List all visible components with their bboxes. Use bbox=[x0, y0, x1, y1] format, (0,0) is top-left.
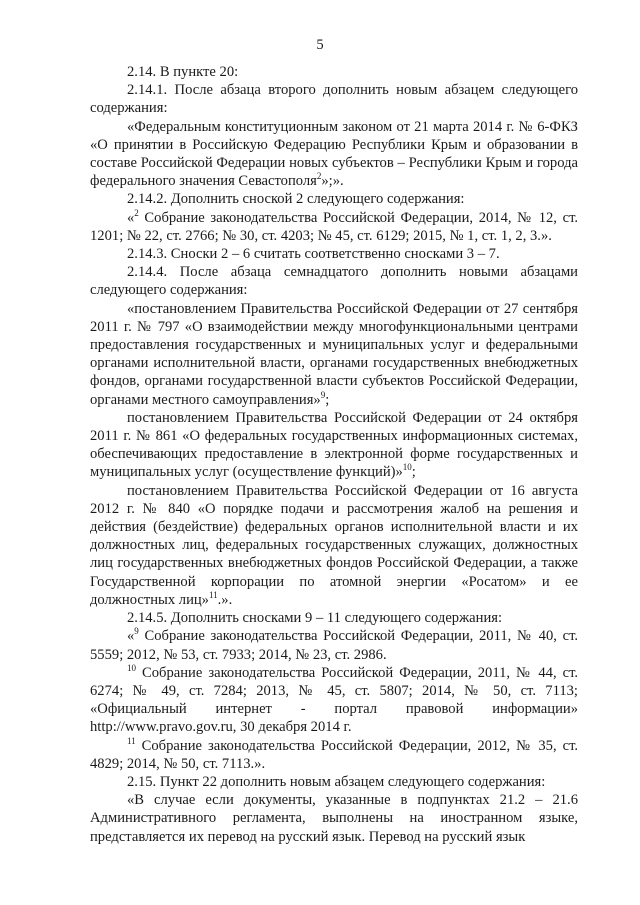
paragraph-text: 2.14.5. Дополнить сносками 9 – 11 следующего содержания: bbox=[127, 610, 503, 627]
paragraph-p12 bbox=[90, 627, 578, 663]
paragraph-p5 bbox=[90, 209, 578, 245]
paragraph-text: Собрание законодательства Российской Федерации, 2012, № 35, ст. 4829; 2014, № 50, ст. 7113.». bbox=[90, 737, 578, 772]
footnote-reference: 10 bbox=[402, 462, 412, 473]
document-body bbox=[90, 63, 578, 846]
paragraph-p9 bbox=[90, 409, 578, 482]
footnote-mark: 10 bbox=[127, 662, 136, 673]
paragraph-tail: ; bbox=[325, 391, 330, 408]
paragraph-p1 bbox=[90, 63, 578, 81]
paragraph-tail: .». bbox=[217, 591, 233, 608]
paragraph-text: Собрание законодательства Российской Федерации, 2014, № 12, ст. 1201; № 22, ст. 2766; № 30, ст. 4203; № 45, ст. 6129; 2015, № 1, ст. 1, 2, 3.». bbox=[90, 209, 578, 244]
footnote-reference: 2 bbox=[316, 171, 322, 182]
paragraph-p15 bbox=[90, 773, 578, 791]
paragraph-p8 bbox=[90, 300, 578, 409]
footnote-mark: 2 bbox=[134, 207, 139, 218]
footnote-reference: 11 bbox=[208, 590, 218, 601]
paragraph-p2 bbox=[90, 81, 578, 117]
paragraph-text: постановлением Правительства Российской Федерации от 16 августа 2012 г. № 840 «О порядке подачи и рассмотрения жалоб на решения и действия (бездействие) федеральных органов исполнительной власти и их должностных лиц, федеральных государственных служащих, должностных лиц государственных внебюджетных фондов Российской Федерации, а также Государственной корпорации по атомной энергии «Росатом» и ее должностных лиц» bbox=[90, 482, 578, 608]
paragraph-text: 2.14.1. После абзаца второго дополнить новым абзацем следующего содержания: bbox=[90, 82, 578, 117]
paragraph-p3 bbox=[90, 118, 578, 191]
paragraph-text: 2.15. Пункт 22 дополнить новым абзацем следующего содержания: bbox=[127, 773, 546, 790]
quote-open: « bbox=[127, 209, 135, 226]
paragraph-text: 2.14.3. Сноски 2 – 6 считать соответственно сносками 3 – 7. bbox=[127, 246, 500, 263]
paragraph-p7 bbox=[90, 263, 578, 299]
paragraph-p16 bbox=[90, 791, 578, 846]
paragraph-p11 bbox=[90, 609, 578, 627]
paragraph-text: «Федеральным конституционным законом от 21 марта 2014 г. № 6-ФКЗ «О принятии в Российскую Федерацию Республики Крым и образовании в составе Российской Федерации новых субъектов – Республики Крым и города федерального значения Севастополя bbox=[90, 118, 578, 190]
footnote-reference: 9 bbox=[320, 389, 326, 400]
paragraph-p4 bbox=[90, 190, 578, 208]
paragraph-p6 bbox=[90, 245, 578, 263]
paragraph-p10 bbox=[90, 482, 578, 609]
footnote-mark: 9 bbox=[134, 626, 139, 637]
paragraph-text: «В случае если документы, указанные в подпунктах 21.2 – 21.6 Административного регламента, выполнены на иностранном языке, представляется их перевод на русский язык. Перевод на русский язык bbox=[90, 792, 578, 845]
paragraph-tail: »;». bbox=[321, 173, 344, 190]
paragraph-text: Собрание законодательства Российской Федерации, 2011, № 40, ст. 5559; 2012, № 53, ст. 7933; 2014, № 23, ст. 2986. bbox=[90, 628, 578, 663]
paragraph-text: 2.14.4. После абзаца семнадцатого дополнить новыми абзацами следующего содержания: bbox=[90, 264, 578, 299]
paragraph-tail: ; bbox=[411, 464, 416, 481]
paragraph-text: 2.14.2. Дополнить сноской 2 следующего содержания: bbox=[127, 191, 465, 208]
paragraph-text: постановлением Правительства Российской Федерации от 24 октября 2011 г. № 861 «О федеральных государственных информационных системах, обеспечивающих предоставление в электронной форме государственных и муниципальных услуг (осуществление функций)» bbox=[90, 409, 578, 481]
paragraph-p14 bbox=[90, 737, 578, 773]
paragraph-text: 2.14. В пункте 20: bbox=[127, 64, 239, 80]
quote-open: « bbox=[127, 628, 135, 645]
paragraph-text: Собрание законодательства Российской Федерации, 2011, № 44, ст. 6274; № 49, ст. 7284; 2013, № 45, ст. 5807; 2014, № 50, ст. 7113; «Официальный интернет - портал правовой информации» http://www.pravo.gov.ru, 30 декабря 2014 г. bbox=[90, 664, 578, 736]
paragraph-text: «постановлением Правительства Российской Федерации от 27 сентября 2011 г. № 797 «О взаимодействии между многофункциональными центрами предоставления государственных и муниципальных услуг и федеральными органами исполнительной власти, органами государственных внебюджетных фондов, органами государственной власти субъектов Российской Федерации, органами местного самоуправления» bbox=[90, 300, 578, 408]
paragraph-p13 bbox=[90, 664, 578, 737]
page-number: 5 bbox=[316, 37, 324, 53]
footnote-mark: 11 bbox=[127, 735, 136, 746]
